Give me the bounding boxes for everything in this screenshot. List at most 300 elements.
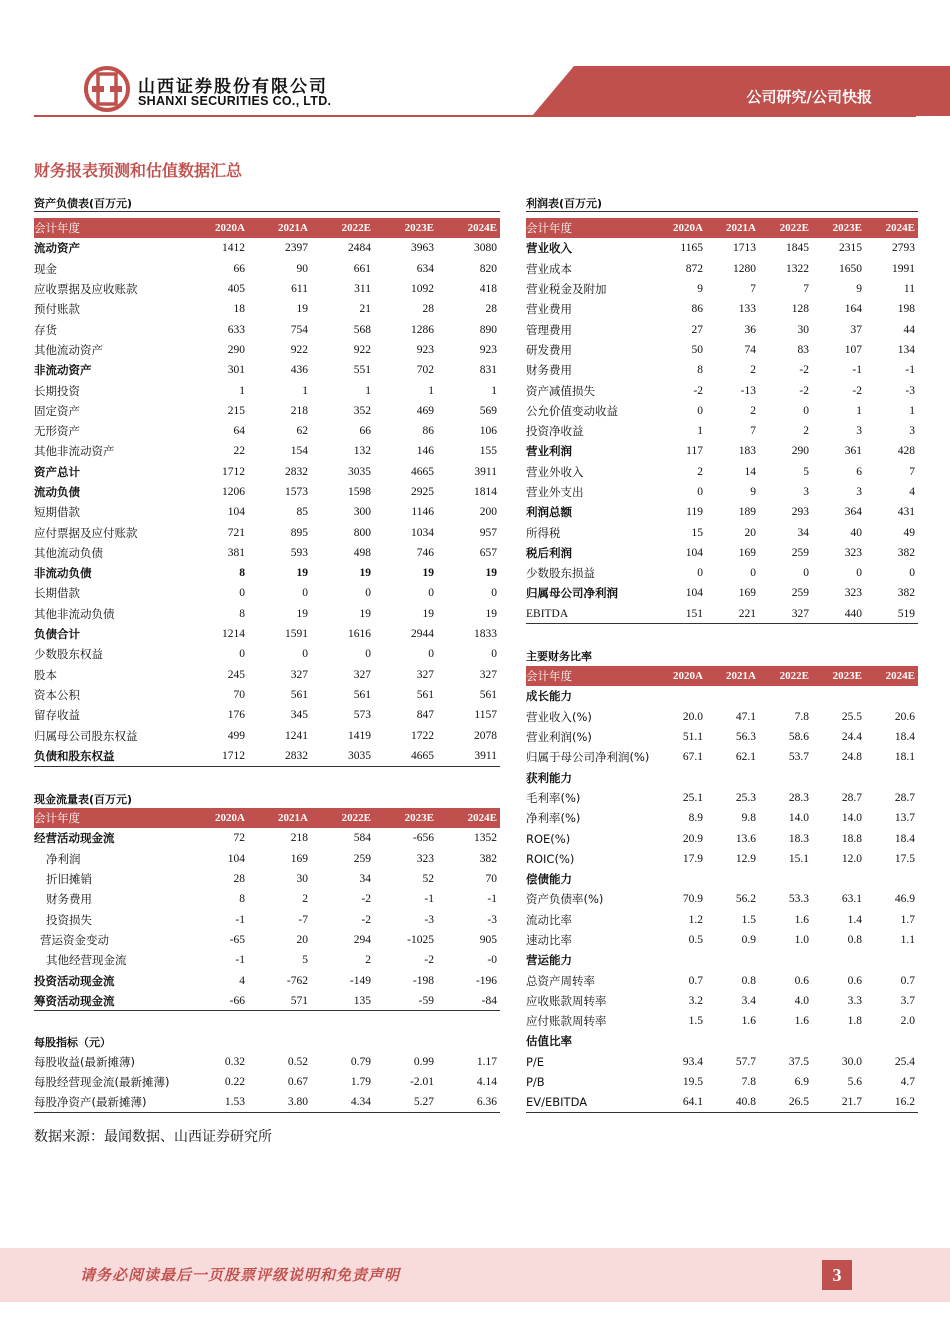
row-value: -13 xyxy=(740,384,756,397)
row-value: -1 xyxy=(424,893,434,906)
row-value xyxy=(653,869,706,889)
table-row xyxy=(526,583,918,603)
row-label: ROIC(%) xyxy=(526,851,575,866)
row-value: 20.0 xyxy=(682,710,703,723)
row-value: 1591 xyxy=(285,628,308,641)
row-value: -3 xyxy=(487,913,497,926)
row-value: 21.7 xyxy=(812,1092,865,1112)
header-year: 2024E xyxy=(437,808,500,828)
row-value: 46.9 xyxy=(894,893,915,906)
row-value: 382 xyxy=(897,546,915,559)
page-number: 3 xyxy=(822,1260,852,1290)
row-value: 8 xyxy=(697,364,703,377)
row-value: 2 xyxy=(750,364,756,377)
row-value: 0.7 xyxy=(900,974,915,987)
row-label: 筹资活动现金流 xyxy=(34,991,185,1011)
header-year: 2022E xyxy=(311,808,374,828)
table-row xyxy=(526,849,918,869)
balance-sheet-rule xyxy=(34,211,500,212)
row-value: 3.7 xyxy=(900,994,915,1007)
row-value: 327 xyxy=(416,668,434,681)
table-row xyxy=(34,1052,500,1072)
row-value: 19 xyxy=(485,607,497,620)
row-value: 345 xyxy=(290,709,308,722)
row-value: 382 xyxy=(479,852,497,865)
row-label: 应付票据及应付账款 xyxy=(34,525,138,540)
row-value: 4665 xyxy=(411,465,434,478)
row-value: 7.8 xyxy=(794,710,809,723)
row-label: 流动资产 xyxy=(34,241,80,256)
row-value: 19 xyxy=(359,607,371,620)
row-value: 573 xyxy=(353,709,371,722)
row-value: 1.5 xyxy=(688,1015,703,1028)
row-value: 2315 xyxy=(839,242,862,255)
row-value: 561 xyxy=(479,688,497,701)
row-label: 资本公积 xyxy=(34,687,80,702)
row-value: 1412 xyxy=(222,242,245,255)
row-label: 公允价值变动收益 xyxy=(526,403,618,418)
row-value: 1419 xyxy=(348,729,371,742)
row-value: 85 xyxy=(296,506,308,519)
row-value: 198 xyxy=(897,303,915,316)
row-value: 872 xyxy=(685,262,703,275)
row-value: 0 xyxy=(909,567,915,580)
row-value: 26.5 xyxy=(759,1092,812,1112)
table-row xyxy=(34,1072,500,1092)
row-value: 1713 xyxy=(733,242,756,255)
table-header-row xyxy=(526,218,918,238)
row-value: 19 xyxy=(485,567,497,580)
company-name-en: SHANXI SECURITIES CO., LTD. xyxy=(138,94,332,108)
row-value: -198 xyxy=(412,974,434,987)
row-value: 418 xyxy=(479,283,497,296)
row-value: 9 xyxy=(697,283,703,296)
row-value: 30 xyxy=(797,323,809,336)
row-label: 营业外收入 xyxy=(526,464,584,479)
table-row xyxy=(526,482,918,502)
row-value: 1.17 xyxy=(476,1056,497,1069)
row-value: 24.8 xyxy=(841,751,862,764)
row-value: -2 xyxy=(361,893,371,906)
table-row xyxy=(526,421,918,441)
row-label: 归属母公司股东权益 xyxy=(34,728,138,743)
row-value: 4.14 xyxy=(476,1076,497,1089)
row-value: 2 xyxy=(750,404,756,417)
table-row xyxy=(526,808,918,828)
row-value: 17.9 xyxy=(682,852,703,865)
income-statement-title: 利润表(百万元) xyxy=(526,197,603,210)
row-value: 259 xyxy=(353,852,371,865)
row-value: 0 xyxy=(856,567,862,580)
row-value: 3.2 xyxy=(688,994,703,1007)
row-value: 1712 xyxy=(185,746,248,766)
row-value: 86 xyxy=(422,425,434,438)
table-row xyxy=(526,950,918,970)
row-value: 1722 xyxy=(411,729,434,742)
row-value: 0.6 xyxy=(794,974,809,987)
row-value: 2944 xyxy=(411,628,434,641)
section-title: 财务报表预测和估值数据汇总 xyxy=(34,161,243,180)
table-row xyxy=(526,970,918,990)
row-value: 40.8 xyxy=(706,1092,759,1112)
row-value: 0.8 xyxy=(741,974,756,987)
table-row xyxy=(34,705,500,725)
row-value: 702 xyxy=(416,364,434,377)
row-value: 146 xyxy=(416,445,434,458)
row-value: 1845 xyxy=(786,242,809,255)
row-value: 17.5 xyxy=(894,852,915,865)
row-value: 584 xyxy=(353,832,371,845)
row-value: 0.52 xyxy=(287,1056,308,1069)
row-value: 1 xyxy=(239,384,245,397)
header-year: 2021A xyxy=(248,808,311,828)
row-value: 7.8 xyxy=(741,1076,756,1089)
table-row xyxy=(34,685,500,705)
report-type-label: 公司研究/公司快报 xyxy=(746,88,872,106)
row-label: 每股收益(最新摊薄) xyxy=(34,1055,135,1070)
row-value: 327 xyxy=(759,604,812,624)
row-value: 0 xyxy=(239,648,245,661)
row-value: -2 xyxy=(424,954,434,967)
row-value: 24.4 xyxy=(841,731,862,744)
row-value: 4 xyxy=(239,974,245,987)
header-label: 会计年度 xyxy=(526,218,653,238)
row-value xyxy=(706,1031,759,1051)
row-value: -2 xyxy=(799,384,809,397)
row-value: -3 xyxy=(424,913,434,926)
table-row xyxy=(526,686,918,706)
row-value: 519 xyxy=(865,604,918,624)
row-value: 47.1 xyxy=(735,710,756,723)
row-value: 3.4 xyxy=(741,994,756,1007)
row-value: 569 xyxy=(479,404,497,417)
row-label: 其他经营现金流 xyxy=(46,953,127,968)
row-value: 64 xyxy=(233,425,245,438)
row-value: 1214 xyxy=(222,628,245,641)
row-value: 66 xyxy=(359,425,371,438)
row-value: 754 xyxy=(290,323,308,336)
table-row xyxy=(526,991,918,1011)
row-value: 1598 xyxy=(348,486,371,498)
row-value: 72 xyxy=(233,832,245,845)
row-value: 1573 xyxy=(285,486,308,498)
row-value: 4.34 xyxy=(311,1093,374,1113)
row-value: 0 xyxy=(365,587,371,600)
header-divider xyxy=(34,115,916,117)
table-row xyxy=(526,1092,918,1112)
row-value: 3 xyxy=(803,486,809,498)
row-value: 0 xyxy=(428,587,434,600)
row-label: 投资净收益 xyxy=(526,424,584,439)
row-value: 44 xyxy=(903,323,915,336)
row-value: 1 xyxy=(491,384,497,397)
row-value: 3.80 xyxy=(248,1093,311,1113)
row-value xyxy=(759,767,812,787)
row-label: P/E xyxy=(526,1054,545,1069)
row-value: 3 xyxy=(856,486,862,498)
row-value: -2 xyxy=(852,384,862,397)
row-value: 1.53 xyxy=(185,1093,248,1113)
row-value: 8 xyxy=(239,567,245,580)
row-value: 0.9 xyxy=(741,934,756,946)
table-row xyxy=(526,360,918,380)
row-value: -2 xyxy=(361,913,371,926)
table-row xyxy=(34,441,500,461)
row-label: 短期借款 xyxy=(34,505,80,520)
row-value: 323 xyxy=(416,852,434,865)
row-value: 3911 xyxy=(437,746,500,766)
row-value: 2 xyxy=(803,425,809,438)
row-value: 498 xyxy=(353,546,371,559)
table-row xyxy=(526,889,918,909)
row-label: 营业费用 xyxy=(526,302,572,317)
row-value: 19 xyxy=(422,567,434,580)
row-label: 长期投资 xyxy=(34,383,80,398)
table-row xyxy=(34,259,500,279)
row-value: 820 xyxy=(479,262,497,275)
row-value: 104 xyxy=(227,506,245,519)
row-value: 169 xyxy=(290,852,308,865)
table-row xyxy=(34,543,500,563)
row-label: 毛利率(%) xyxy=(526,790,581,805)
row-value: 293 xyxy=(791,506,809,519)
row-value: 106 xyxy=(479,425,497,438)
table-row xyxy=(526,299,918,319)
row-value: 90 xyxy=(296,262,308,275)
row-value: 259 xyxy=(791,546,809,559)
row-value: 561 xyxy=(353,688,371,701)
table-row xyxy=(34,522,500,542)
row-value: 831 xyxy=(479,364,497,377)
row-value: 923 xyxy=(416,343,434,356)
header-year: 2023E xyxy=(812,666,865,686)
row-value: 64.1 xyxy=(653,1092,706,1112)
row-value: 107 xyxy=(844,343,862,356)
row-value: 2.0 xyxy=(900,1015,915,1028)
row-value: 0.8 xyxy=(847,934,862,946)
table-row xyxy=(34,421,500,441)
row-value: 1241 xyxy=(285,729,308,742)
row-value: 104 xyxy=(685,587,703,600)
row-label: 利润总额 xyxy=(526,505,572,520)
row-value: 3035 xyxy=(311,746,374,766)
row-label: ROE(%) xyxy=(526,831,571,846)
row-label: 投资活动现金流 xyxy=(34,973,115,988)
row-value: 311 xyxy=(354,283,371,296)
row-value: 49 xyxy=(903,526,915,539)
table-row xyxy=(526,401,918,421)
row-value: 1.4 xyxy=(847,913,862,926)
row-label: EV/EBITDA xyxy=(526,1092,653,1112)
row-value: 37.5 xyxy=(788,1055,809,1068)
row-value: 890 xyxy=(479,323,497,336)
row-label: 税后利润 xyxy=(526,545,572,560)
row-value: 7 xyxy=(803,283,809,296)
row-value: 9.8 xyxy=(741,812,756,825)
table-row xyxy=(34,624,500,644)
row-value: 1034 xyxy=(411,526,434,539)
header-year: 2020A xyxy=(185,808,248,828)
header-band xyxy=(532,66,950,116)
row-value: 57.7 xyxy=(735,1055,756,1068)
row-value: 28.7 xyxy=(894,791,915,804)
row-value: 4.0 xyxy=(794,994,809,1007)
table-row xyxy=(526,828,918,848)
table-row xyxy=(34,462,500,482)
row-value: 294 xyxy=(353,933,371,946)
row-value: 104 xyxy=(685,546,703,559)
table-row xyxy=(526,502,918,522)
row-value: 63.1 xyxy=(841,893,862,906)
row-value: 499 xyxy=(227,729,245,742)
row-value: 5.27 xyxy=(374,1093,437,1113)
row-value: 135 xyxy=(311,991,374,1011)
row-value: 2 xyxy=(697,465,703,478)
row-label: 投资损失 xyxy=(46,912,92,927)
row-value: 361 xyxy=(844,445,862,458)
table-row xyxy=(526,604,918,624)
row-value: 18.3 xyxy=(788,832,809,845)
table-row xyxy=(526,1031,918,1051)
row-value: 382 xyxy=(897,587,915,600)
header-label: 会计年度 xyxy=(526,666,653,686)
row-value: 923 xyxy=(479,343,497,356)
row-value: 0 xyxy=(428,648,434,661)
row-value: 218 xyxy=(290,832,308,845)
header-year: 2020A xyxy=(185,218,248,238)
row-value: 20.6 xyxy=(894,710,915,723)
row-label: 成长能力 xyxy=(526,689,572,704)
row-value: 3 xyxy=(909,425,915,438)
table-row xyxy=(34,340,500,360)
row-label: 营业收入(%) xyxy=(526,709,592,724)
row-value: 6 xyxy=(856,465,862,478)
per-share-table xyxy=(34,1052,500,1113)
row-value: 18.4 xyxy=(894,731,915,744)
row-label: 归属于母公司净利润(%) xyxy=(526,750,650,765)
row-value: 436 xyxy=(290,364,308,377)
row-value: 3035 xyxy=(348,465,371,478)
row-value: 176 xyxy=(227,709,245,722)
row-value: 1814 xyxy=(474,486,497,498)
row-value: 3080 xyxy=(474,242,497,255)
row-value: 2484 xyxy=(348,242,371,255)
row-value: 16.2 xyxy=(865,1092,918,1112)
row-value: -1 xyxy=(905,364,915,377)
row-value: 593 xyxy=(290,546,308,559)
row-label: 速动比率 xyxy=(526,933,572,947)
disclaimer-text: 请务必阅读最后一页股票评级说明和免责声明 xyxy=(80,1266,401,1284)
row-value: 469 xyxy=(416,404,434,417)
row-value: -65 xyxy=(229,933,245,946)
row-value: 1206 xyxy=(222,486,245,498)
row-value: 2 xyxy=(302,893,308,906)
row-value: 1157 xyxy=(474,709,497,722)
row-label: 营业成本 xyxy=(526,261,572,276)
row-label: 非流动资产 xyxy=(34,363,92,378)
row-value: -2 xyxy=(693,384,703,397)
table-row xyxy=(526,563,918,583)
row-value: 1.5 xyxy=(741,913,756,926)
row-value: 19.5 xyxy=(682,1076,703,1089)
row-value xyxy=(812,767,865,787)
header-year: 2023E xyxy=(812,218,865,238)
row-value: 0 xyxy=(302,587,308,600)
row-value: 19 xyxy=(296,303,308,316)
row-value: 27 xyxy=(691,323,703,336)
balance-sheet-title: 资产负债表(百万元) xyxy=(34,197,133,210)
row-value: 3911 xyxy=(474,465,497,478)
row-label: 财务费用 xyxy=(46,892,92,907)
row-value: -149 xyxy=(349,974,371,987)
row-value: -84 xyxy=(437,991,500,1011)
cash-flow-title: 现金流量表(百万元) xyxy=(34,793,133,806)
row-value: 155 xyxy=(479,445,497,458)
table-row xyxy=(34,644,500,664)
row-label: 应收账款周转率 xyxy=(526,993,607,1008)
row-value: 133 xyxy=(738,303,756,316)
row-value: 28 xyxy=(422,303,434,316)
row-value: 0.67 xyxy=(287,1076,308,1089)
table-row xyxy=(34,991,500,1011)
row-value: 905 xyxy=(479,933,497,946)
table-row xyxy=(34,502,500,522)
row-label: 经营活动现金流 xyxy=(34,831,115,846)
row-label: 归属母公司净利润 xyxy=(526,586,618,601)
header-year: 2020A xyxy=(653,218,706,238)
row-label: 所得税 xyxy=(526,525,561,540)
row-label: 流动比率 xyxy=(526,912,572,927)
row-value: 0 xyxy=(697,404,703,417)
header-year: 2023E xyxy=(374,218,437,238)
row-value: 132 xyxy=(353,445,371,458)
row-value: 13.7 xyxy=(894,812,915,825)
row-value: 0 xyxy=(750,567,756,580)
row-label: 营业外支出 xyxy=(526,485,584,499)
ratios-title: 主要财务比率 xyxy=(526,650,592,663)
row-value: 0 xyxy=(239,587,245,600)
row-value: 1.6 xyxy=(794,1015,809,1028)
table-row xyxy=(34,889,500,909)
row-value: 30.0 xyxy=(841,1055,862,1068)
row-value: 1322 xyxy=(786,262,809,275)
row-label: 长期借款 xyxy=(34,586,80,601)
row-label: 净利率(%) xyxy=(526,811,581,826)
row-value: -762 xyxy=(286,974,308,987)
row-value: 0 xyxy=(365,648,371,661)
row-value: 1286 xyxy=(411,323,434,336)
row-value: 200 xyxy=(479,506,497,519)
income-statement-table xyxy=(526,218,918,624)
row-value xyxy=(706,686,759,706)
page-header xyxy=(0,0,950,120)
row-value: 847 xyxy=(416,709,434,722)
header-year: 2023E xyxy=(374,808,437,828)
row-value: 21 xyxy=(359,303,371,316)
row-value: -196 xyxy=(475,974,497,987)
row-value: 4 xyxy=(909,486,915,498)
row-value: 151 xyxy=(653,604,706,624)
table-row xyxy=(34,583,500,603)
row-value: 327 xyxy=(353,668,371,681)
row-value xyxy=(653,686,706,706)
row-value: 721 xyxy=(227,526,245,539)
row-value: 1833 xyxy=(474,628,497,641)
header-year: 2021A xyxy=(706,666,759,686)
table-row xyxy=(34,849,500,869)
row-value: 0 xyxy=(803,404,809,417)
row-label: 偿债能力 xyxy=(526,872,572,887)
